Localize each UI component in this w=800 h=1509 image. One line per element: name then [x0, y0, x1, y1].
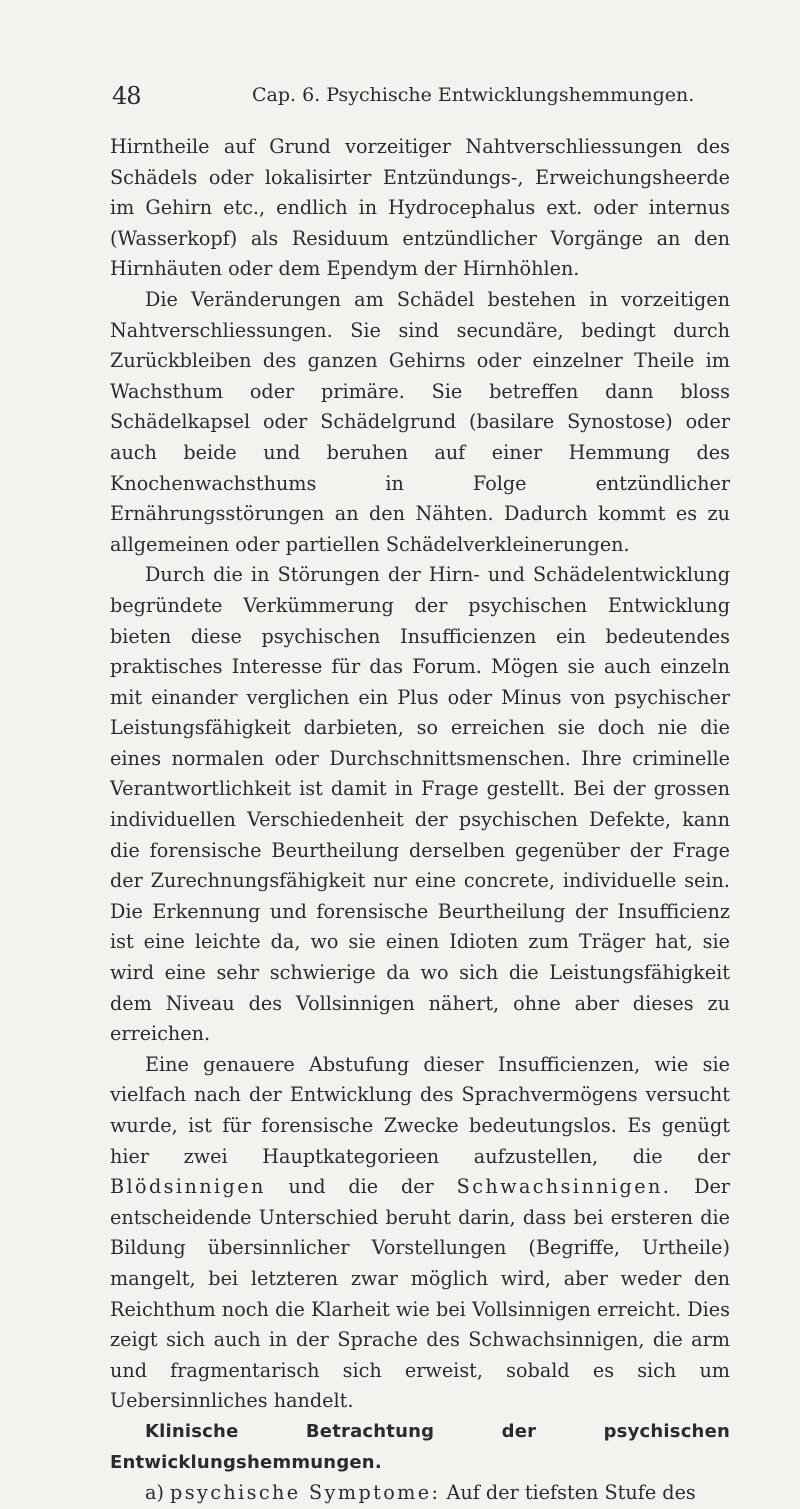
paragraph-forensic-interest: Durch die in Störungen der Hirn- und Schädelentwicklung begründete Verkümmerung der psychischen Entwicklung bieten diese psychischen Insufficienzen ein bedeutendes praktisches Interesse für das Forum. Mögen sie auch einzeln mit einander verglichen ein Plus oder Minus von psychischer Leistungsfähigkeit darbieten, so erreichen sie doch nie die eines normalen oder Durchschnittsmenschen. Ihre criminelle Verantwortlichkeit ist damit in Frage gestellt. Bei der grossen individuellen Verschiedenheit der psychischen Defekte, kann die forensische Beurtheilung derselben gegenüber der Frage der Zurechnungsfähigkeit nur eine concrete, individuelle sein. Die Erkennung und forensische Beurtheilung der Insufficienz ist eine leichte da, wo sie einen Idioten zum Träger hat, sie wird eine sehr schwierige da wo sich die Leistungsfähigkeit dem Niveau des Vollsinnigen nähert, ohne aber dieses zu erreichen.	[110, 563, 730, 1046]
paragraph-skull-changes: Die Veränderungen am Schädel bestehen in vorzeitigen Nahtverschliessungen. Sie sind secundäre, bedingt durch Zurückbleiben des ganzen Gehirns oder einzelner Theile im Wachsthum oder primäre. Sie betreffen dann bloss Schädelkapsel oder Schädelgrund (basilare Synostose) oder auch beide und beruhen auf einer Hemmung des Knochenwachsthums in Folge entzündlicher Ernährungsstörungen an den Nähten. Dadurch kommt es zu allgemeinen oder partiellen Schädelverkleinerungen.	[110, 287, 730, 556]
term-schwachsinnige: Schwachsinnigen.	[456, 1175, 672, 1199]
term-bloedsinnige: Blödsinnigen	[110, 1175, 266, 1199]
page-header	[88, 80, 768, 116]
paragraph-categories	[110, 1050, 730, 1417]
paragraph-text: Der entscheidende Unterschied beruht darin, dass bei ersteren die Bildung übersinnlicher Vorstellungen (Begriffe, Urtheile) mangelt, bei letzteren zwar möglich wird, aber weder den Reichthum noch die Klarheit wie bei Vollsinnigen erreicht. Dies zeigt sich auch in der Sprache des Schwachsinnigen, die arm und fragmentarisch sich erweist, sobald es sich um Uebersinnliches handelt.	[110, 1175, 730, 1413]
paragraph-continuation: Hirntheile auf Grund vorzeitiger Nahtverschliessungen des Schädels oder lokalisirter Entzündungs-, Erweichungsheerde im Gehirn etc., endlich in Hydrocephalus ext. oder internus (Wasserkopf) als Residuum entzündlicher Vorgänge an den Hirnhäuten oder dem Ependym der Hirnhöhlen.	[110, 135, 730, 281]
subsection-marker: a)	[145, 1481, 164, 1505]
subsection-start	[110, 1478, 730, 1509]
paragraph-text: Eine genauere Abstufung dieser Insufficienzen, wie sie vielfach nach der Entwicklung des Sprachvermögens versucht wurde, ist für forensische Zwecke bedeutungslos. Es genügt hier zwei Hauptkategorieen aufzustellen, die der	[110, 1052, 730, 1168]
page-number: 48	[112, 82, 141, 110]
paragraph-text: und die der	[288, 1175, 434, 1199]
subsection-text: Auf der tiefsten Stufe des	[446, 1481, 696, 1505]
body-text	[110, 132, 730, 1509]
running-head: Cap. 6. Psychische Entwicklungshemmungen.	[252, 84, 695, 106]
subsection-title: psychische Symptome:	[170, 1481, 441, 1505]
section-heading: Klinische Betrachtung der psychischen Entwicklungshemmungen.	[110, 1420, 730, 1473]
